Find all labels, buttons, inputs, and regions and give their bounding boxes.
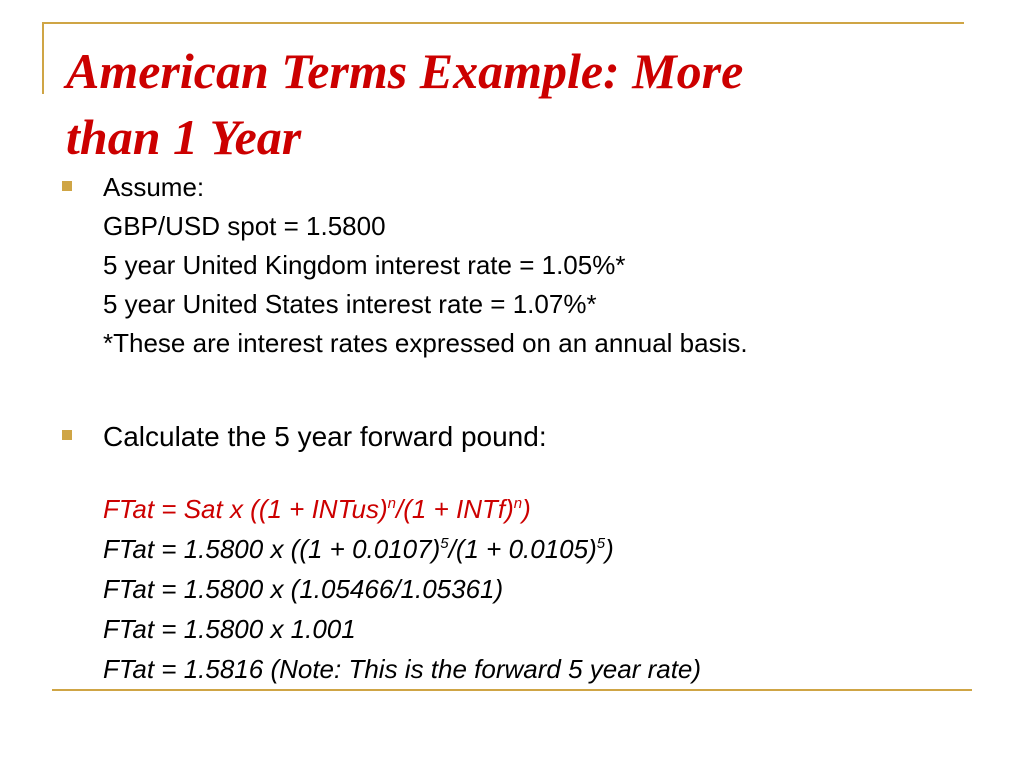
formula-block [103, 489, 701, 689]
slide-title [66, 38, 966, 170]
assume-line-us-rate: 5 year United States interest rate = 1.07%* [103, 289, 597, 319]
assume-heading: Assume: [103, 172, 205, 202]
title-line-1: American Terms Example: More [66, 43, 744, 99]
title-line-2: than 1 Year [66, 109, 302, 165]
formula-step-4: FTat = 1.5800 x 1.001 [103, 614, 356, 644]
left-rule [42, 22, 44, 94]
calculate-prompt: Calculate the 5 year forward pound: [103, 421, 547, 452]
square-bullet-icon [62, 430, 72, 440]
formula-substituted: FTat = 1.5800 x $((1 + 0.0107)^5/(1 + 0.0105)^5)$ [103, 534, 614, 564]
bottom-rule [52, 689, 972, 691]
formula-step-3: FTat = 1.5800 x (1.05466/1.05361) [103, 574, 504, 604]
assume-block [103, 168, 748, 363]
formula-general: FTat = Sat x ((1 + INTus)$^n$/(1 + INTf)$^n$) [103, 494, 531, 524]
square-bullet-icon [62, 181, 72, 191]
assume-line-footnote: *These are interest rates expressed on an annual basis. [103, 328, 748, 358]
top-rule [42, 22, 964, 24]
formula-result: FTat = 1.5816 (Note: This is the forward 5 year rate) [103, 654, 702, 684]
assume-line-spot: GBP/USD spot = 1.5800 [103, 211, 386, 241]
assume-line-uk-rate: 5 year United Kingdom interest rate = 1.05%* [103, 250, 626, 280]
